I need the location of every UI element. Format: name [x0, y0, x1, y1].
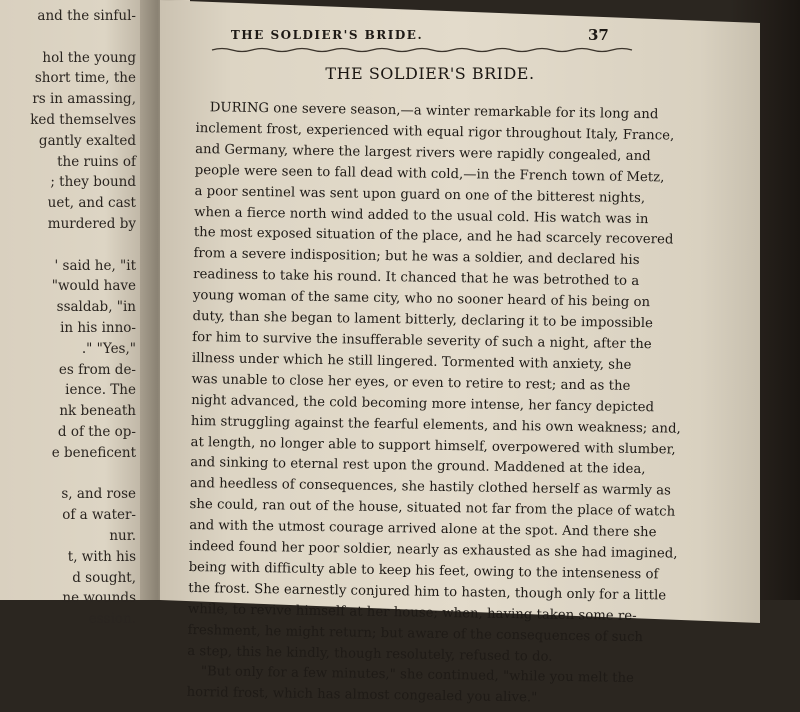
left-page-line: gantly exalted	[38, 132, 136, 149]
text-line: duty, than she began to lament bitterly, declaring it to be impossible	[192, 309, 654, 332]
left-page-line: in his inno-	[60, 319, 136, 336]
running-head: THE SOLDIER'S BRIDE.	[230, 28, 424, 42]
text-line: was unable to close her eyes, or even to retire to rest; and as the	[191, 371, 631, 394]
chapter-title: THE SOLDIER'S BRIDE.	[325, 64, 535, 83]
text-line: she could, ran out of the house, situated not far from the place of watch	[189, 497, 676, 520]
text-line: inclement frost, experienced with equal rigor throughout Italy, France,	[195, 120, 675, 144]
left-page-line: uet, and cast	[47, 195, 136, 212]
left-page	[0, 0, 150, 628]
text-line: and with the utmost courage arrived alone at the spot. And there she	[189, 518, 657, 541]
text-line: and Germany, where the largest rivers were rapidly congealed, and	[195, 141, 651, 164]
text-line: indeed found her poor soldier, nearly as exhausted as she had imagined,	[188, 538, 678, 562]
text-line: illness under which he still lingered. Tormented with anxiety, she	[191, 350, 632, 373]
header-rule	[212, 46, 632, 54]
left-page-line: s, and rose	[61, 486, 136, 503]
text-line: when a fierce north wind added to the usual cold. His watch was in	[194, 204, 649, 227]
text-line: and heedless of consequences, she hastily clothed herself as warmly as	[189, 476, 672, 499]
left-page-line: short time, the	[34, 70, 136, 87]
left-page-text	[30, 6, 136, 630]
left-page-line: murdered by	[47, 215, 136, 232]
left-page-line: and the sinful-	[37, 8, 136, 24]
text-line: DURING one severe season,—a winter remarkable for its long and	[209, 100, 659, 123]
text-line: readiness to take his round. It chanced that he was betrothed to a	[193, 267, 640, 290]
text-line: horrid frost, which has almost congealed you alive."	[186, 685, 538, 706]
left-page-line: ience. The	[65, 382, 136, 399]
left-page-line: of a water-	[62, 507, 136, 524]
left-page-line: es from de-	[58, 361, 136, 378]
left-page-line: nur.	[109, 527, 136, 544]
left-page-line	[30, 235, 136, 256]
text-line: young woman of the same city, who no sooner heard of his being on	[192, 288, 651, 311]
left-page-line: d sought,	[72, 569, 136, 586]
left-page-line: ession.	[88, 611, 136, 628]
text-line: being with difficulty able to keep his feet, owing to the intenseness of	[188, 559, 659, 583]
left-page-line	[30, 464, 136, 485]
left-page-line: ; they bound	[50, 174, 136, 191]
text-line: and sinking to eternal rest upon the ground. Maddened at the idea,	[190, 455, 646, 478]
text-line: from a severe indisposition; but he was a soldier, and declared his	[193, 246, 640, 269]
left-page-line: ssaldab, "in	[56, 299, 136, 316]
left-page-line	[30, 27, 136, 48]
text-line: the most exposed situation of the place, and he had scarcely recovered	[193, 225, 674, 248]
left-page-line: t, with his	[67, 548, 136, 565]
left-page-line: nk beneath	[59, 403, 136, 420]
text-line: at length, no longer able to support himself, overpowered with slumber,	[190, 434, 676, 458]
left-page-line: ' said he, "it	[54, 257, 136, 274]
text-line: night advanced, the cold becoming more intense, her fancy depicted	[191, 392, 655, 415]
left-page-line: the ruins of	[57, 153, 136, 170]
text-line: people were seen to fall dead with cold,—in the French town of Metz,	[194, 162, 665, 186]
left-page-line: e beneficent	[51, 444, 136, 461]
text-line: a step, this he kindly, though resolutely, refused to do.	[187, 643, 553, 665]
left-page-line: ." "Yes,"	[81, 340, 136, 357]
left-page-line: ne wounds	[62, 590, 136, 607]
page-number: 37	[588, 26, 609, 44]
left-page-line: rs in amassing,	[32, 91, 136, 108]
text-line: a poor sentinel was sent upon guard on one of the bitterest nights,	[194, 183, 646, 206]
body-text	[186, 98, 681, 711]
left-page-line: "would have	[51, 278, 136, 295]
left-page-line: ked themselves	[30, 111, 136, 128]
text-line: "But only for a few minutes," she continued, "while you melt the	[200, 664, 635, 687]
text-line: freshment, he might return; but aware of the consequences of such	[187, 622, 644, 645]
left-page-line: hol the young	[42, 49, 136, 66]
text-line: while, to revive himself at her house; when, having taken some re-	[187, 601, 637, 624]
text-line: for him to survive the insufferable severity of such a night, after the	[192, 329, 652, 353]
text-line: the frost. She earnestly conjured him to hasten, though only for a little	[188, 580, 667, 604]
left-page-line: d of the op-	[57, 423, 136, 440]
text-line: him struggling against the fearful elements, and his own weakness; and,	[190, 413, 681, 437]
